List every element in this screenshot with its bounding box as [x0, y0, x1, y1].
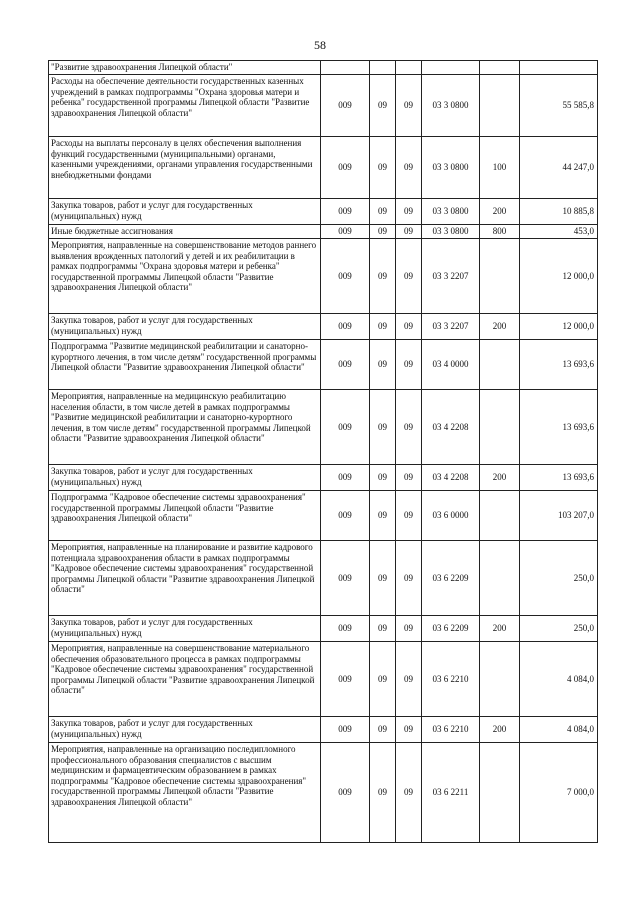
- cell-subsection: 09: [396, 642, 422, 717]
- table-row: [49, 340, 598, 390]
- cell-expense-type: [480, 491, 520, 541]
- cell-subsection: 09: [396, 491, 422, 541]
- cell-target-article: 03 3 0800: [422, 75, 480, 137]
- cell-section: 09: [370, 465, 396, 491]
- cell-description: Закупка товаров, работ и услуг для государственных (муниципальных) нужд: [49, 465, 321, 491]
- cell-section: [370, 61, 396, 75]
- cell-target-article: 03 4 2208: [422, 465, 480, 491]
- cell-subsection: 09: [396, 340, 422, 390]
- cell-section: 09: [370, 239, 396, 314]
- cell-description: Закупка товаров, работ и услуг для государственных (муниципальных) нужд: [49, 199, 321, 225]
- cell-subsection: [396, 61, 422, 75]
- cell-target-article: [422, 61, 480, 75]
- cell-subsection: 09: [396, 717, 422, 743]
- cell-subsection: 09: [396, 541, 422, 616]
- cell-expense-type: 200: [480, 717, 520, 743]
- cell-section: 09: [370, 199, 396, 225]
- cell-description: Подпрограмма "Кадровое обеспечение системы здравоохранения" государственной программы Липецкой области "Развитие здравоохранения Липецкой области": [49, 491, 321, 541]
- cell-target-article: 03 4 0000: [422, 340, 480, 390]
- cell-section: 09: [370, 314, 396, 340]
- cell-expense-type: [480, 75, 520, 137]
- table-row: [49, 465, 598, 491]
- cell-target-article: 03 3 0800: [422, 137, 480, 199]
- cell-target-article: 03 3 0800: [422, 225, 480, 239]
- cell-expense-type: 100: [480, 137, 520, 199]
- cell-target-article: 03 4 2208: [422, 390, 480, 465]
- cell-expense-type: 200: [480, 199, 520, 225]
- cell-department: 009: [321, 239, 370, 314]
- table-row: [49, 314, 598, 340]
- cell-amount: 13 693,6: [520, 465, 598, 491]
- cell-description: Закупка товаров, работ и услуг для государственных (муниципальных) нужд: [49, 314, 321, 340]
- table-row: [49, 743, 598, 843]
- cell-amount: 13 693,6: [520, 340, 598, 390]
- cell-amount: 44 247,0: [520, 137, 598, 199]
- cell-department: 009: [321, 642, 370, 717]
- cell-expense-type: [480, 239, 520, 314]
- cell-subsection: 09: [396, 199, 422, 225]
- table-row: [49, 491, 598, 541]
- cell-department: 009: [321, 314, 370, 340]
- cell-description: "Развитие здравоохранения Липецкой области": [49, 61, 321, 75]
- cell-section: 09: [370, 541, 396, 616]
- cell-amount: 12 000,0: [520, 314, 598, 340]
- cell-target-article: 03 6 2209: [422, 541, 480, 616]
- cell-expense-type: 200: [480, 465, 520, 491]
- cell-description: Мероприятия, направленные на совершенствование методов раннего выявления врожденных патологий у детей и их реабилитации в рамках подпрограммы "Охрана здоровья матери и ребенка" государственной программы Липецкой области "Развитие здравоохранения Липецкой области": [49, 239, 321, 314]
- cell-expense-type: [480, 61, 520, 75]
- table-row: [49, 61, 598, 75]
- cell-description: Мероприятия, направленные на планирование и развитие кадрового потенциала здравоохранения области в рамках подпрограммы "Кадровое обеспечение системы здравоохранения" государственной программы Липецкой области "Развитие здравоохранения Липецкой области": [49, 541, 321, 616]
- cell-expense-type: 800: [480, 225, 520, 239]
- table-row: [49, 225, 598, 239]
- cell-department: 009: [321, 491, 370, 541]
- table-row: [49, 75, 598, 137]
- cell-description: Подпрограмма "Развитие медицинской реабилитации и санаторно-курортного лечения, в том числе детям" государственной программы Липецкой области "Развитие здравоохранения Липецкой области": [49, 340, 321, 390]
- cell-department: 009: [321, 390, 370, 465]
- cell-amount: 12 000,0: [520, 239, 598, 314]
- cell-section: 09: [370, 616, 396, 642]
- cell-department: 009: [321, 743, 370, 843]
- cell-department: 009: [321, 616, 370, 642]
- cell-section: 09: [370, 743, 396, 843]
- table-row: [49, 642, 598, 717]
- cell-subsection: 09: [396, 225, 422, 239]
- cell-target-article: 03 6 2209: [422, 616, 480, 642]
- budget-table: [48, 60, 598, 843]
- cell-description: Расходы на выплаты персоналу в целях обеспечения выполнения функций государственными (муниципальными) органами, казенными учреждениями, органами управления государственными внебюджетными фондами: [49, 137, 321, 199]
- cell-subsection: 09: [396, 743, 422, 843]
- cell-expense-type: [480, 541, 520, 616]
- cell-department: [321, 61, 370, 75]
- cell-section: 09: [370, 137, 396, 199]
- cell-description: Мероприятия, направленные на организацию последипломного профессионального образования специалистов с высшим медицинским и фармацевтическим образованием в рамках подпрограммы "Кадровое обеспечение системы здравоохранения" государственной программы Липецкой области "Развитие здравоохранения Липецкой области": [49, 743, 321, 843]
- cell-amount: 13 693,6: [520, 390, 598, 465]
- cell-description: Иные бюджетные ассигнования: [49, 225, 321, 239]
- cell-subsection: 09: [396, 137, 422, 199]
- cell-section: 09: [370, 340, 396, 390]
- cell-target-article: 03 6 2210: [422, 642, 480, 717]
- cell-department: 009: [321, 717, 370, 743]
- cell-section: 09: [370, 75, 396, 137]
- cell-target-article: 03 3 2207: [422, 239, 480, 314]
- cell-section: 09: [370, 390, 396, 465]
- cell-target-article: 03 6 2211: [422, 743, 480, 843]
- cell-amount: [520, 61, 598, 75]
- cell-expense-type: [480, 642, 520, 717]
- cell-amount: 250,0: [520, 616, 598, 642]
- table-body: [49, 61, 598, 843]
- cell-subsection: 09: [396, 465, 422, 491]
- cell-department: 009: [321, 75, 370, 137]
- table-row: [49, 541, 598, 616]
- cell-expense-type: 200: [480, 616, 520, 642]
- cell-description: Закупка товаров, работ и услуг для государственных (муниципальных) нужд: [49, 717, 321, 743]
- cell-section: 09: [370, 225, 396, 239]
- cell-department: 009: [321, 465, 370, 491]
- cell-amount: 55 585,8: [520, 75, 598, 137]
- cell-description: Мероприятия, направленные на медицинскую реабилитацию населения области, в том числе детей в рамках подпрограммы "Развитие медицинской реабилитации и санаторно-курортного лечения, в том числе детям" государственной программы Липецкой области "Развитие здравоохранения Липецкой области": [49, 390, 321, 465]
- cell-department: 009: [321, 541, 370, 616]
- cell-section: 09: [370, 642, 396, 717]
- cell-target-article: 03 6 2210: [422, 717, 480, 743]
- cell-department: 009: [321, 225, 370, 239]
- cell-subsection: 09: [396, 239, 422, 314]
- cell-section: 09: [370, 717, 396, 743]
- page-number: 58: [314, 38, 326, 52]
- cell-target-article: 03 6 0000: [422, 491, 480, 541]
- cell-amount: 250,0: [520, 541, 598, 616]
- cell-amount: 4 084,0: [520, 717, 598, 743]
- table-row: [49, 390, 598, 465]
- cell-expense-type: 200: [480, 314, 520, 340]
- cell-department: 009: [321, 340, 370, 390]
- cell-expense-type: [480, 390, 520, 465]
- cell-amount: 10 885,8: [520, 199, 598, 225]
- table-row: [49, 717, 598, 743]
- cell-description: Расходы на обеспечение деятельности государственных казенных учреждений в рамках подпрограммы "Охрана здоровья матери и ребенка" государственной программы Липецкой области "Развитие здравоохранения Липецкой области": [49, 75, 321, 137]
- cell-department: 009: [321, 199, 370, 225]
- table-row: [49, 239, 598, 314]
- cell-department: 009: [321, 137, 370, 199]
- cell-subsection: 09: [396, 616, 422, 642]
- cell-description: Закупка товаров, работ и услуг для государственных (муниципальных) нужд: [49, 616, 321, 642]
- cell-subsection: 09: [396, 314, 422, 340]
- table-row: [49, 616, 598, 642]
- cell-expense-type: [480, 340, 520, 390]
- cell-amount: 7 000,0: [520, 743, 598, 843]
- cell-subsection: 09: [396, 75, 422, 137]
- cell-target-article: 03 3 2207: [422, 314, 480, 340]
- cell-expense-type: [480, 743, 520, 843]
- cell-amount: 103 207,0: [520, 491, 598, 541]
- cell-section: 09: [370, 491, 396, 541]
- cell-subsection: 09: [396, 390, 422, 465]
- cell-amount: 453,0: [520, 225, 598, 239]
- table-row: [49, 199, 598, 225]
- cell-target-article: 03 3 0800: [422, 199, 480, 225]
- cell-amount: 4 084,0: [520, 642, 598, 717]
- cell-description: Мероприятия, направленные на совершенствование материального обеспечения образовательного процесса в рамках подпрограммы "Кадровое обеспечение системы здравоохранения" государственной программы Липецкой области "Развитие здравоохранения Липецкой области": [49, 642, 321, 717]
- table-row: [49, 137, 598, 199]
